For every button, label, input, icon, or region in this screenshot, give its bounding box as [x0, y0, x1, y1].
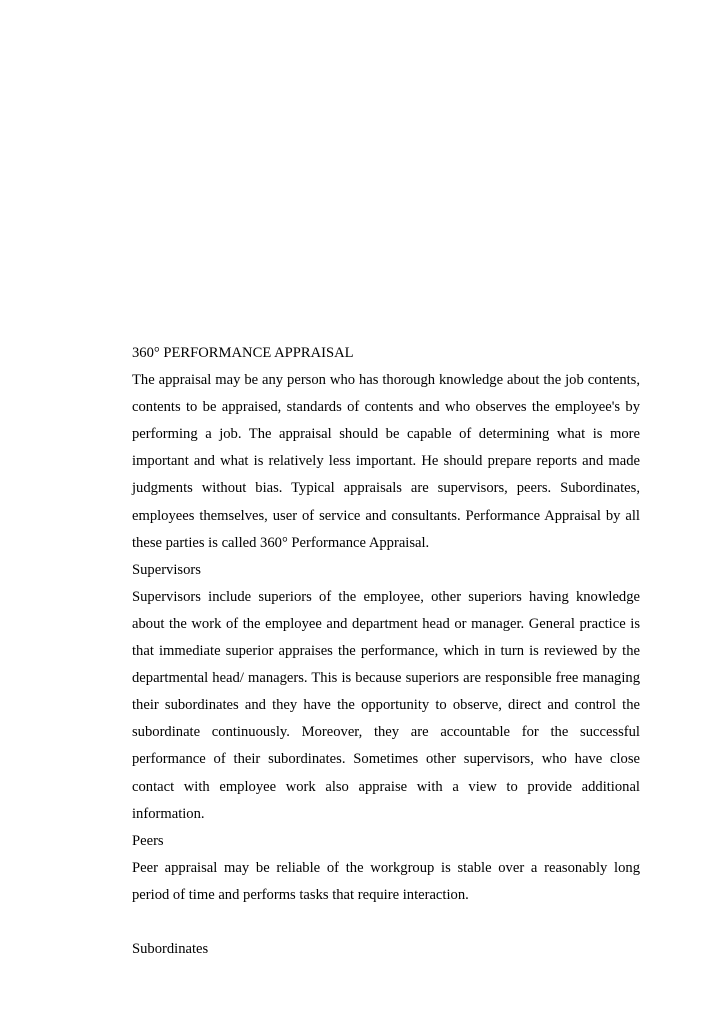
document-title: 360° PERFORMANCE APPRAISAL — [132, 345, 354, 361]
section-body-peers: Peer appraisal may be reliable of the workgroup is stable over a reasonably long period of time and performs tasks that require interaction. — [132, 859, 640, 903]
document-body — [132, 340, 640, 963]
section-heading-peers: Peers — [132, 832, 164, 849]
section-heading-supervisors: Supervisors — [132, 561, 201, 578]
section-heading-subordinates: Subordinates — [132, 940, 209, 957]
section-body-supervisors: Supervisors include superiors of the employee, other superiors having knowledge about the work of the employee and department head or manager. General practice is that immediate superior appraises the performance, which in turn is reviewed by the departmental head/ managers. This is because superiors are responsible free managing their subordinates and they have the opportunity to observe, direct and control the subordinate continuously. Moreover, they are accountable for the successful performance of their subordinates. Sometimes other supervisors, who have close contact with employee work also appraise with a view to provide additional information. — [132, 588, 640, 822]
intro-paragraph: The appraisal may be any person who has thorough knowledge about the job contents, contents to be appraised, standards of contents and who observes the employee's by performing a job. The appraisal should be capable of determining what is more important and what is relatively less important. He should prepare reports and made judgments without bias. Typical appraisals are supervisors, peers. Subordinates, employees themselves, user of service and consultants. Performance Appraisal by all these parties is called 360° Performance Appraisal. — [132, 372, 640, 551]
